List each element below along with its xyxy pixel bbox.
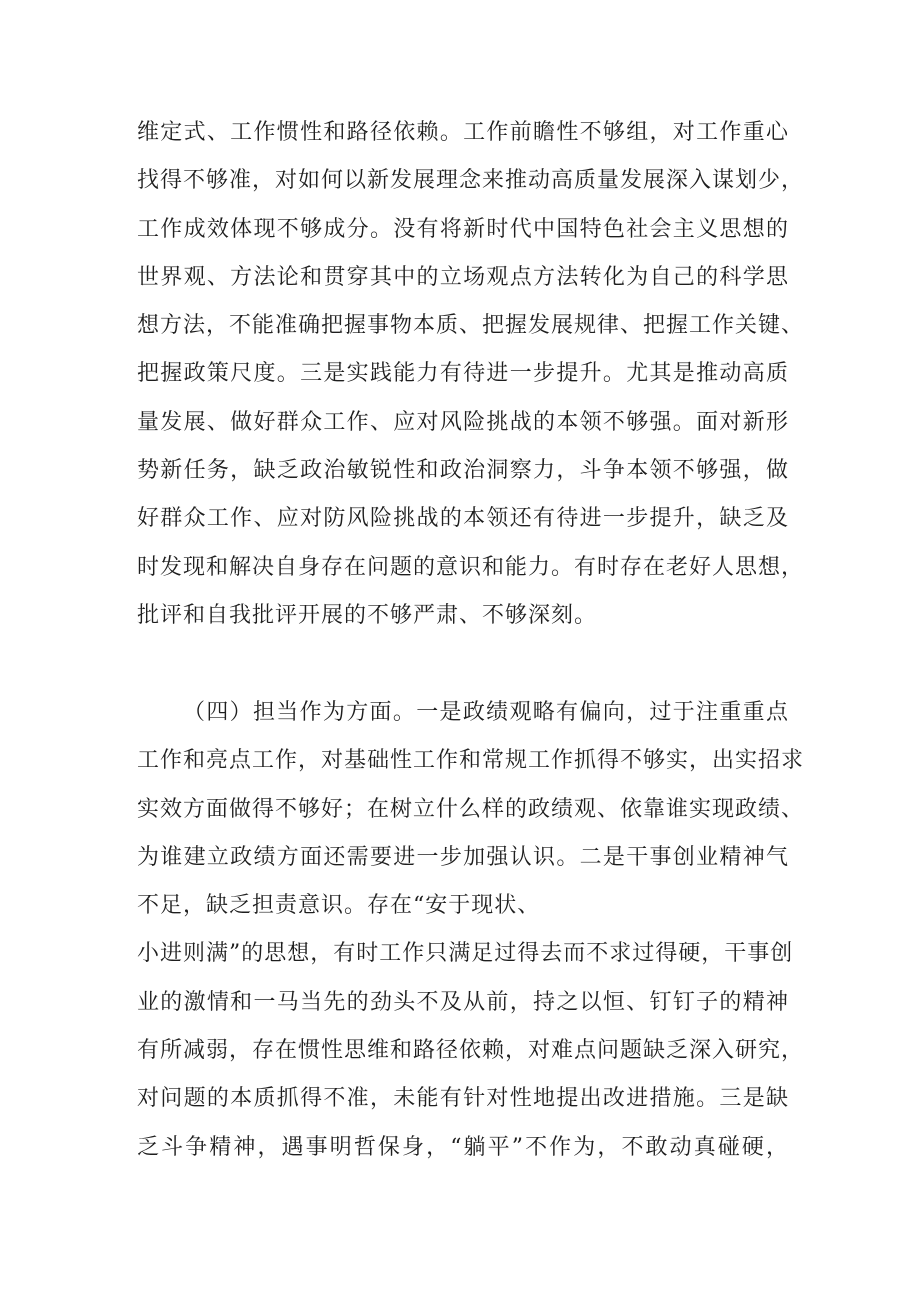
- text-line: 业的激情和一马当先的劲头不及从前，持之以恒、钉钉子的精神: [137, 989, 789, 1015]
- paragraph-responsibility: [137, 689, 805, 1172]
- text-line: 想方法，不能准确把握事物本质、把握发展规律、把握工作关键、: [137, 313, 805, 339]
- text-line: 为谁建立政绩方面还需要进一步加强认识。二是干事创业精神气: [137, 844, 789, 870]
- text-line: 好群众工作、应对防风险挑战的本领还有待进一步提升，缺乏及: [137, 506, 789, 532]
- text-line: 世界观、方法论和贯穿其中的立场观点方法转化为自己的科学思: [137, 264, 789, 290]
- text-line: 工作和亮点工作，对基础性工作和常规工作抓得不够实，出实招求: [137, 748, 805, 774]
- text-line: 对问题的本质抓得不准，未能有针对性地提出改进措施。三是缺: [137, 1086, 789, 1112]
- text-line: 不足，缺乏担责意识。存在“安于现状、: [137, 893, 541, 919]
- text-line: 把握政策尺度。三是实践能力有待进一步提升。尤其是推动高质: [137, 361, 789, 387]
- text-line: 势新任务，缺乏政治敏锐性和政治洞察力，斗争本领不够强，做: [137, 458, 789, 484]
- text-line: 量发展、做好群众工作、应对风险挑战的本领不够强。面对新形: [137, 409, 789, 435]
- section-heading-line: （四）担当作为方面。一是政绩观略有偏向，过于注重重点: [183, 700, 789, 725]
- paragraph-practice-ability: [137, 109, 805, 640]
- text-line: 实效方面做得不够好；在树立什么样的政绩观、依靠谁实现政绩、: [137, 796, 805, 822]
- text-line: 维定式、工作惯性和路径依赖。工作前瞻性不够组，对工作重心: [137, 120, 789, 145]
- text-line: 工作成效体现不够成分。没有将新时代中国特色社会主义思想的: [137, 216, 789, 242]
- text-line: 找得不够准，对如何以新发展理念来推动高质量发展深入谋划少，: [137, 168, 805, 194]
- text-line: 小进则满”的思想，有时工作只满足过得去而不求过得硬，干事创: [137, 941, 794, 967]
- text-line: 时发现和解决自身存在问题的意识和能力。有时存在老好人思想，: [137, 554, 805, 580]
- text-line: 有所减弱，存在惯性思维和路径依赖，对难点问题缺乏深入研究，: [137, 1038, 805, 1064]
- text-line: 乏斗争精神，遇事明哲保身，“躺平”不作为，不敢动真碰硬，: [137, 1134, 789, 1160]
- text-line: 批评和自我批评开展的不够严肃、不够深刻。: [137, 602, 598, 628]
